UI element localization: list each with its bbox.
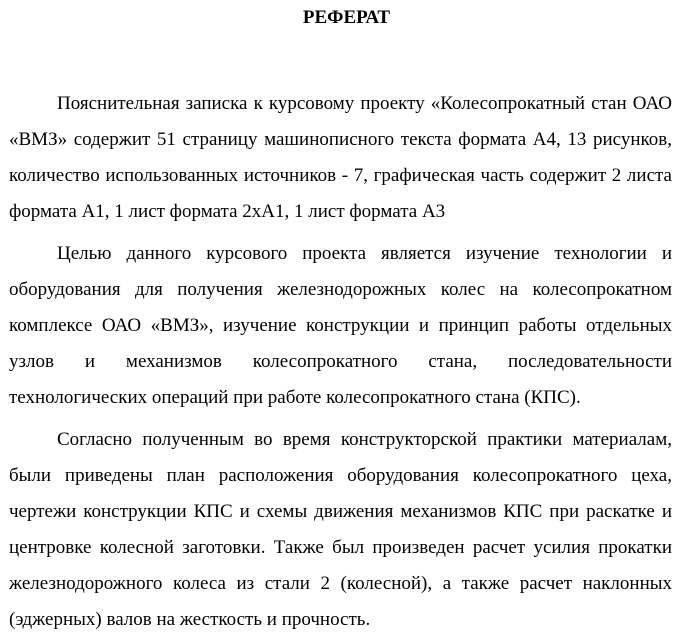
- document-title: РЕФЕРАТ: [302, 7, 391, 28]
- paragraph-1: Пояснительная записка к курсовому проекту «Колесопрокатный стан ОАО «ВМЗ» содержит 51 страницу машинописного текста формата А4, 13 рисунков, количество использованных источников - 7, графическая часть содержит 2 листа формата А1, 1 лист формата 2хА1, 1 лист формата А3: [9, 93, 672, 222]
- paragraph-2: Целью данного курсового проекта является изучение технологии и оборудования для получения железнодорожных колес на колесопрокатном комплексе ОАО «ВМЗ», изучение конструкции и принцип работы отдельных узлов и механизмов колесопрокатного стана, последовательности технологических операций при работе колесопрокатного стана (КПС).: [9, 243, 672, 408]
- paragraph-3: Согласно полученным во время конструкторской практики материалам, были приведены план расположения оборудования колесопрокатного цеха, чертежи конструкции КПС и схемы движения механизмов КПС при раскатке и центровке колесной заготовки. Также был произведен расчет усилия прокатки железнодорожного колеса из стали 2 (колесной), а также расчет наклонных (эджерных) валов на жесткость и прочность.: [9, 429, 672, 630]
- document-body: [9, 86, 672, 638]
